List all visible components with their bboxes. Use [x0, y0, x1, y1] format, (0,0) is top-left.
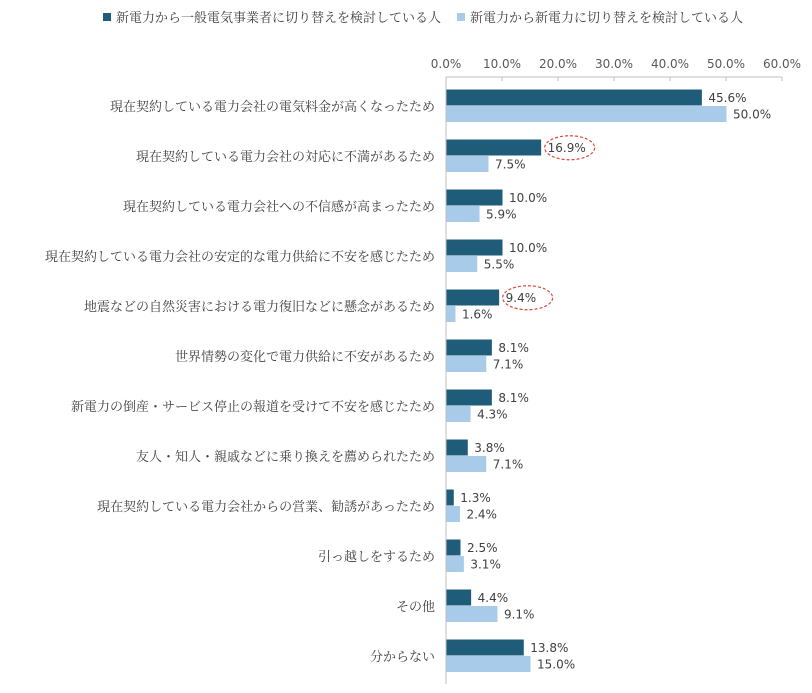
data-label: 15.0%	[537, 657, 576, 672]
data-label: 16.9%	[547, 140, 586, 155]
data-label: 3.1%	[470, 557, 501, 572]
data-label: 13.8%	[530, 640, 569, 655]
category-label: 現在契約している電力会社の電気料金が高くなったため	[109, 100, 435, 115]
data-label: 7.1%	[492, 357, 524, 372]
data-label: 50.0%	[733, 107, 772, 122]
bar-series1	[447, 440, 468, 456]
bars-group	[447, 90, 772, 673]
category-labels	[45, 99, 435, 665]
bar-series1	[447, 290, 500, 306]
bar-series2	[447, 406, 471, 422]
category-label: 新電力の倒産・サービス停止の報道を受けて不安を感じたため	[70, 400, 435, 415]
x-tick-label: 30.0%	[594, 57, 634, 71]
category-label: 現在契約している電力会社の対応に不満があるため	[135, 150, 435, 165]
bar-series2	[447, 156, 489, 172]
bar-series1	[447, 640, 524, 656]
data-label: 5.5%	[483, 257, 515, 272]
data-label: 3.8%	[474, 440, 505, 455]
bar-series1	[447, 240, 503, 256]
legend	[103, 10, 743, 26]
data-label: 9.4%	[505, 290, 537, 305]
bar-series2	[447, 506, 460, 522]
bar-series2	[447, 656, 531, 672]
bar-series2	[447, 106, 727, 122]
legend-swatch-0	[103, 13, 111, 21]
legend-swatch-1	[457, 13, 465, 21]
bar-series1	[447, 540, 461, 556]
category-label: 世界情勢の変化で電力供給に不安があるため	[174, 350, 435, 365]
data-label: 8.1%	[498, 340, 529, 355]
bar-series1	[447, 340, 492, 356]
legend-label-0: 新電力から一般電気事業者に切り替えを検討している人	[116, 11, 442, 26]
data-label: 45.6%	[708, 90, 747, 105]
category-label: 地震などの自然災害における電力復旧などに懸念があるため	[83, 300, 435, 315]
legend-label-1: 新電力から新電力に切り替えを検討している人	[470, 11, 744, 26]
category-label: 分からない	[369, 650, 435, 665]
data-label: 4.4%	[477, 590, 509, 605]
bar-series1	[447, 90, 702, 106]
x-tick-label: 60.0%	[762, 57, 802, 71]
bar-series1	[447, 390, 492, 406]
bar-series2	[447, 256, 478, 272]
bar-series1	[447, 590, 472, 606]
category-label: 友人・知人・親戚などに乗り換えを薦められたため	[135, 450, 435, 465]
bar-series2	[447, 606, 498, 622]
bar-series2	[447, 456, 487, 472]
data-label: 8.1%	[498, 390, 529, 405]
x-tick-label: 40.0%	[650, 57, 690, 71]
data-label: 2.4%	[466, 507, 497, 522]
x-tick-label: 50.0%	[706, 57, 746, 71]
bar-series1	[447, 190, 503, 206]
x-tick-label: 0.0%	[430, 57, 462, 71]
data-label: 10.0%	[509, 240, 548, 255]
category-label: 現在契約している電力会社の安定的な電力供給に不安を感じたため	[44, 250, 435, 265]
category-label: その他	[395, 600, 435, 615]
x-tick-label: 20.0%	[538, 57, 578, 71]
data-label: 4.3%	[477, 407, 508, 422]
x-tick-label: 10.0%	[482, 57, 522, 71]
category-label: 引っ越しをするため	[317, 550, 435, 565]
data-label: 7.1%	[492, 457, 524, 472]
data-label: 9.1%	[503, 607, 535, 622]
data-label: 10.0%	[509, 190, 548, 205]
data-label: 2.5%	[467, 540, 498, 555]
bar-series2	[447, 356, 487, 372]
bar-series1	[447, 490, 454, 506]
data-label: 1.3%	[460, 490, 491, 505]
bar-series2	[447, 306, 456, 322]
data-label: 1.6%	[461, 307, 493, 322]
bar-series2	[447, 206, 480, 222]
data-label: 5.9%	[486, 207, 517, 222]
bar-series1	[447, 140, 542, 156]
category-label: 現在契約している電力会社への不信感が高まったため	[122, 200, 435, 215]
category-label: 現在契約している電力会社からの営業、勧誘があったため	[97, 500, 435, 515]
bar-series2	[447, 556, 464, 572]
data-label: 7.5%	[495, 157, 526, 172]
